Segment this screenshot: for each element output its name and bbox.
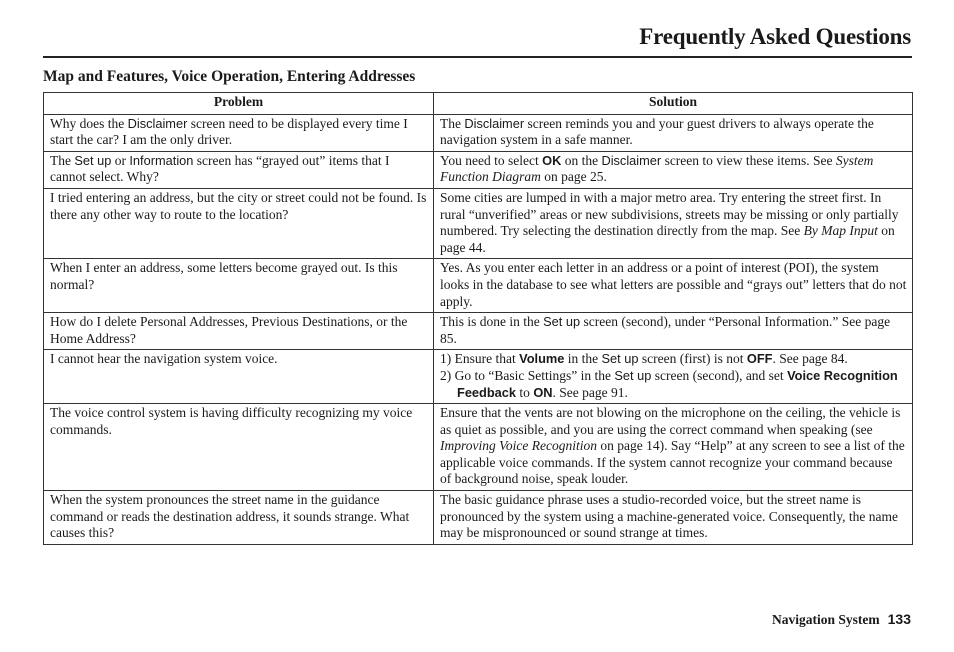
solution-step-2: 2) Go to “Basic Settings” in the Set up screen (second), and set Voice Recognition Feedback to ON. See page 91. bbox=[440, 367, 898, 400]
table-row bbox=[44, 114, 913, 151]
table-row bbox=[44, 259, 913, 313]
footer-label: Navigation System bbox=[772, 612, 880, 627]
solution-cell: The Disclaimer screen reminds you and your guest drivers to always operate the navigation system in a safe manner. bbox=[434, 114, 913, 151]
section-title: Map and Features, Voice Operation, Entering Addresses bbox=[43, 68, 416, 85]
solution-cell: You need to select OK on the Disclaimer screen to view these items. See System Function Diagram on page 25. bbox=[434, 151, 913, 188]
header-rule bbox=[43, 56, 912, 58]
table-row bbox=[44, 188, 913, 258]
faq-table bbox=[43, 92, 913, 545]
problem-cell: I tried entering an address, but the city or street could not be found. Is there any other way to route to the location? bbox=[44, 188, 434, 258]
solution-step-1: 1) Ensure that Volume in the Set up screen (first) is not OFF. See page 84. bbox=[440, 351, 848, 367]
page-title: Frequently Asked Questions bbox=[639, 24, 911, 49]
solution-cell: Yes. As you enter each letter in an address or a point of interest (POI), the system looks in the database to see what letters are possible and “grays out” letters that do not apply. bbox=[434, 259, 913, 313]
problem-cell: I cannot hear the navigation system voice. bbox=[44, 350, 434, 404]
table-row bbox=[44, 350, 913, 404]
table-row bbox=[44, 491, 913, 545]
table-row bbox=[44, 313, 913, 350]
problem-cell: The Set up or Information screen has “grayed out” items that I cannot select. Why? bbox=[44, 151, 434, 188]
solution-cell: Some cities are lumped in with a major metro area. Try entering the street first. In rural “unverified” areas or new subdivisions, streets may be missing or only partially numbered. Try selecting the destination directly from the map. See By Map Input on page 44. bbox=[434, 188, 913, 258]
solution-cell bbox=[434, 350, 913, 404]
page-number: 133 bbox=[887, 611, 911, 627]
column-header-problem: Problem bbox=[44, 93, 434, 115]
table-row bbox=[44, 404, 913, 491]
solution-cell: This is done in the Set up screen (second), under “Personal Information.” See page 85. bbox=[434, 313, 913, 350]
problem-cell: Why does the Disclaimer screen need to be displayed every time I start the car? I am the only driver. bbox=[44, 114, 434, 151]
problem-cell: When I enter an address, some letters become grayed out. Is this normal? bbox=[44, 259, 434, 313]
solution-cell: The basic guidance phrase uses a studio-recorded voice, but the street name is pronounced by the system using a machine-generated voice. Consequently, the name may be mispronounced or sound strange at times. bbox=[434, 491, 913, 545]
page-footer bbox=[772, 611, 911, 628]
problem-cell: When the system pronounces the street name in the guidance command or reads the destination address, it sounds strange. What causes this? bbox=[44, 491, 434, 545]
problem-cell: The voice control system is having difficulty recognizing my voice commands. bbox=[44, 404, 434, 491]
table-header-row bbox=[44, 93, 913, 115]
table-row bbox=[44, 151, 913, 188]
problem-cell: How do I delete Personal Addresses, Previous Destinations, or the Home Address? bbox=[44, 313, 434, 350]
column-header-solution: Solution bbox=[434, 93, 913, 115]
solution-cell: Ensure that the vents are not blowing on the microphone on the ceiling, the vehicle is as quiet as possible, and you are using the correct command when speaking (see Improving Voice Recognition on page 14). Say “Help” at any screen to see a list of the applicable voice commands. If the system cannot recognize your command because of background noise, speak louder. bbox=[434, 404, 913, 491]
